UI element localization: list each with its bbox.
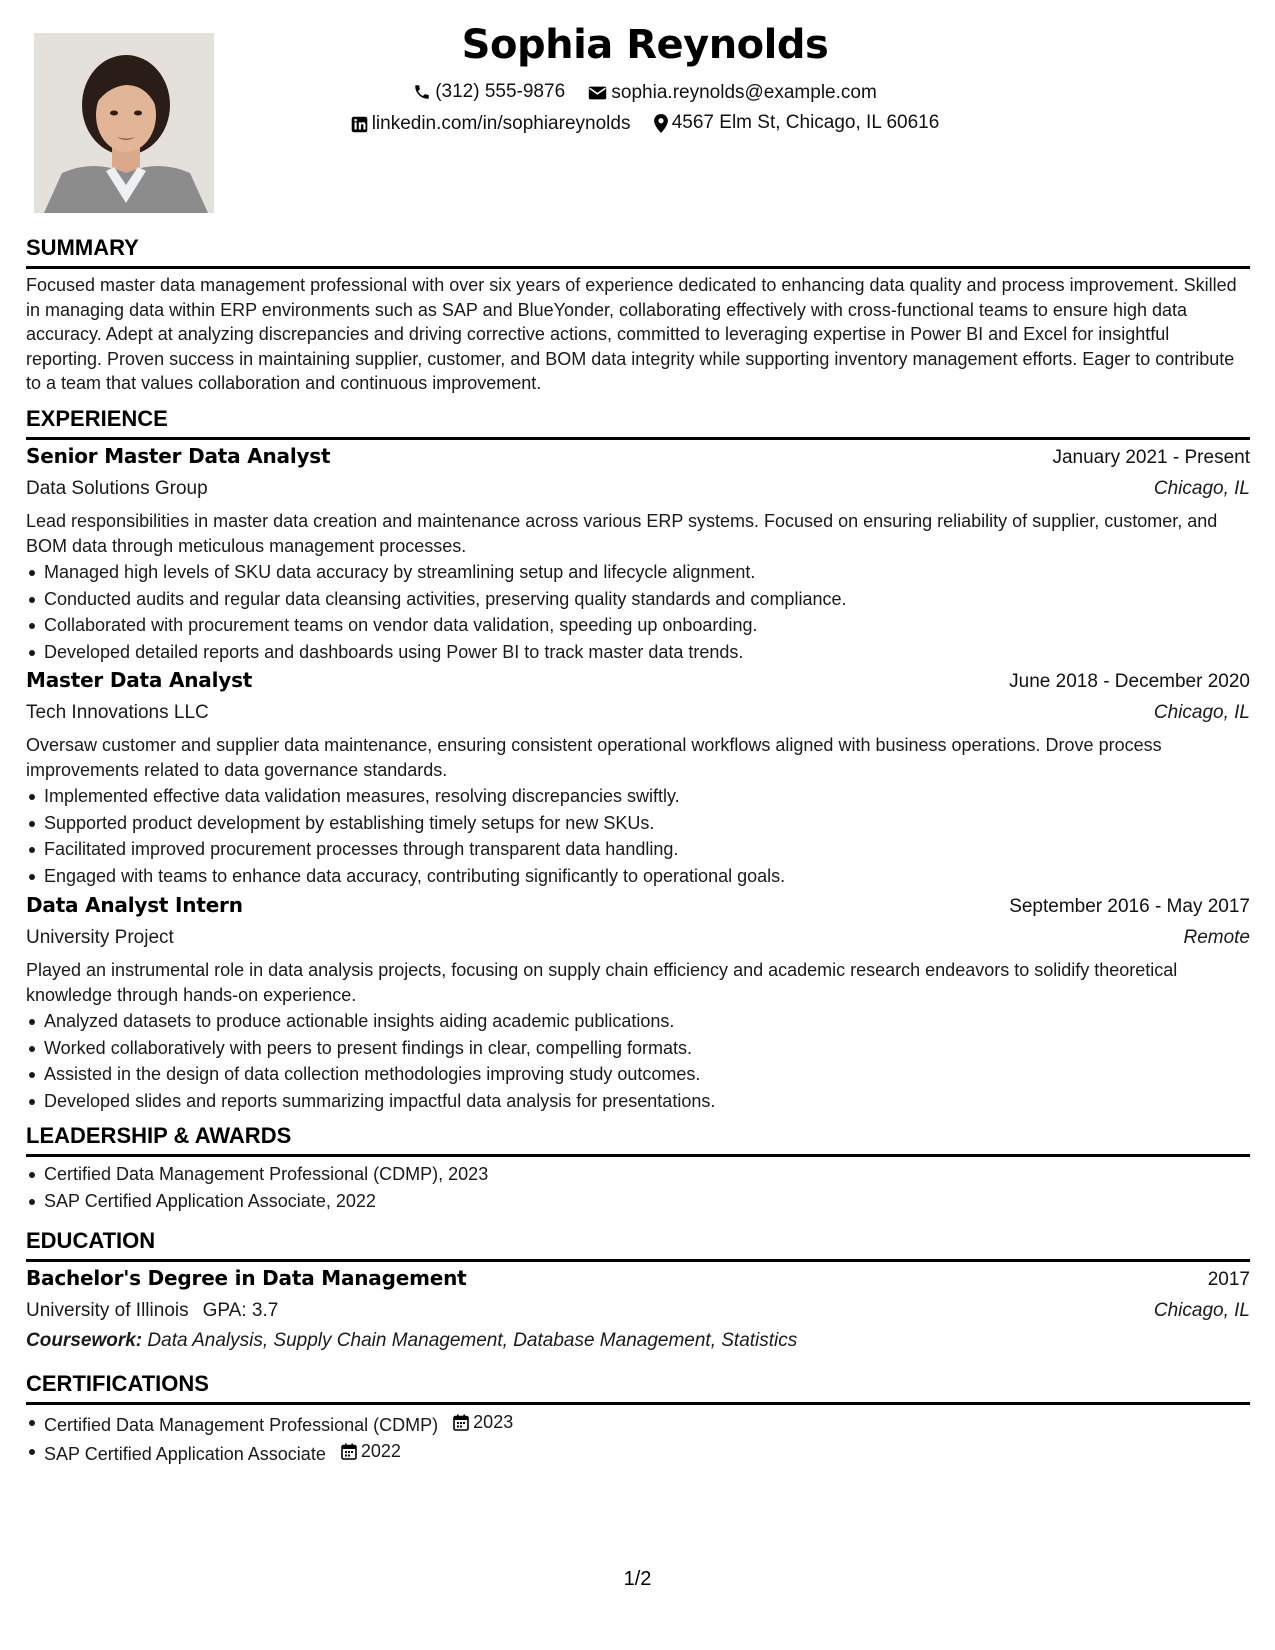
- job-title: Master Data Analyst: [26, 668, 253, 692]
- job-description: Played an instrumental role in data analysis projects, focusing on supply chain efficiency and academic research endeavors to solidify theoretical knowledge through hands-on experience.: [26, 960, 1178, 1005]
- job-title: Senior Master Data Analyst: [26, 444, 331, 468]
- job-entry: [26, 444, 1250, 665]
- candidate-name: Sophia Reynolds: [461, 22, 829, 68]
- job-entry: [26, 668, 1250, 889]
- list-item: [26, 1409, 1250, 1438]
- job-dates: June 2018 - December 2020: [1009, 671, 1250, 692]
- gpa: GPA: 3.7: [202, 1299, 279, 1321]
- linkedin-icon: [351, 116, 368, 133]
- job-location: Chicago, IL: [1153, 477, 1250, 499]
- coursework-list: Data Analysis, Supply Chain Management, Database Management, Statistics: [147, 1330, 798, 1351]
- cert-year: 2022: [360, 1441, 401, 1462]
- page-indicator: 1/2: [623, 1568, 652, 1590]
- contact-row-1: [0, 81, 1275, 107]
- list-item: Developed slides and reports summarizing impactful data analysis for presentations.: [26, 1088, 1250, 1115]
- job-location: Remote: [1183, 926, 1250, 948]
- job-entry: [26, 893, 1250, 1114]
- school-name: University of Illinois: [26, 1299, 189, 1321]
- list-item: Collaborated with procurement teams on vendor data validation, speeding up onboarding.: [26, 612, 1250, 639]
- job-company: Data Solutions Group: [26, 477, 208, 499]
- list-item: Analyzed datasets to produce actionable insights aiding academic publications.: [26, 1008, 1250, 1035]
- job-company: University Project: [26, 926, 174, 948]
- job-dates: January 2021 - Present: [1052, 447, 1250, 468]
- job-bullets: [26, 559, 1250, 665]
- calendar-icon: [341, 1443, 357, 1460]
- job-title: Data Analyst Intern: [26, 893, 243, 917]
- list-item: Certified Data Management Professional (CDMP), 2023: [26, 1161, 1250, 1188]
- phone-icon: [413, 83, 431, 101]
- list-item: Assisted in the design of data collection methodologies improving study outcomes.: [26, 1061, 1250, 1088]
- graduation-year: 2017: [1207, 1269, 1250, 1290]
- job-description: Oversaw customer and supplier data maintenance, ensuring consistent operational workflows aligned with business operations. Drove process improvements related to data governance standards.: [26, 735, 1162, 780]
- summary-text: Focused master data management professional with over six years of experience dedicated to enhancing data quality and process improvement. Skilled in managing data within ERP environments such as SAP and BlueYonder, collaborating effectively with cross-functional teams to ensure high data accuracy. Adept at analyzing discrepancies and driving corrective actions, committed to leveraging expertise in Power BI and Excel for insightful reporting. Proven success in maintaining supplier, customer, and BOM data integrity while supporting inventory management efforts. Eager to contribute to a team that values collaboration and continuous improvement.: [26, 275, 1237, 393]
- school-info: [26, 1299, 278, 1324]
- leadership-list: [26, 1160, 1250, 1214]
- calendar-icon: [453, 1414, 469, 1431]
- email-contact[interactable]: [588, 82, 876, 104]
- list-item: Engaged with teams to enhance data accuracy, contributing significantly to operational goals.: [26, 863, 1250, 890]
- experience-heading: EXPERIENCE: [26, 405, 1250, 440]
- coursework: [26, 1329, 1250, 1354]
- job-bullets: [26, 783, 1250, 889]
- list-item: Supported product development by establishing timely setups for new SKUs.: [26, 810, 1250, 837]
- phone-text: (312) 555-9876: [435, 81, 566, 102]
- job-bullets: [26, 1008, 1250, 1114]
- job-description: Lead responsibilities in master data creation and maintenance across various ERP systems. Focused on ensuring reliability of supplier, customer, and BOM data through meticulous management processes.: [26, 511, 1218, 556]
- list-item: Facilitated improved procurement processes through transparent data handling.: [26, 836, 1250, 863]
- summary-heading: SUMMARY: [26, 234, 1250, 269]
- address-text: 4567 Elm St, Chicago, IL 60616: [671, 112, 940, 133]
- certifications-list: [26, 1408, 1250, 1468]
- cert-name: Certified Data Management Professional (CDMP): [44, 1414, 439, 1435]
- map-pin-icon: [654, 114, 668, 133]
- phone-contact: [413, 81, 565, 103]
- envelope-icon: [588, 85, 607, 101]
- linkedin-text: linkedin.com/in/sophiareynolds: [371, 113, 631, 134]
- school-location: Chicago, IL: [1153, 1299, 1250, 1321]
- certifications-heading: CERTIFICATIONS: [26, 1370, 1250, 1405]
- education-entry: [26, 1266, 1250, 1354]
- leadership-heading: LEADERSHIP & AWARDS: [26, 1122, 1250, 1157]
- list-item: [26, 1438, 1250, 1467]
- education-heading: EDUCATION: [26, 1227, 1250, 1262]
- cert-year: 2023: [473, 1412, 514, 1432]
- contact-row-2: [0, 112, 1275, 139]
- list-item: Managed high levels of SKU data accuracy by streamlining setup and lifecycle alignment.: [26, 559, 1250, 586]
- linkedin-contact[interactable]: [351, 113, 631, 135]
- list-item: Worked collaboratively with peers to present findings in clear, compelling formats.: [26, 1035, 1250, 1062]
- email-text: sophia.reynolds@example.com: [611, 82, 877, 103]
- address-contact: [654, 112, 940, 134]
- job-location: Chicago, IL: [1153, 701, 1250, 723]
- job-dates: September 2016 - May 2017: [1009, 896, 1250, 917]
- coursework-label: Coursework:: [26, 1330, 143, 1351]
- list-item: Implemented effective data validation measures, resolving discrepancies swiftly.: [26, 783, 1250, 810]
- list-item: SAP Certified Application Associate, 2022: [26, 1188, 1250, 1215]
- list-item: Developed detailed reports and dashboards using Power BI to track master data trends.: [26, 639, 1250, 666]
- cert-name: SAP Certified Application Associate: [44, 1444, 326, 1464]
- job-company: Tech Innovations LLC: [26, 701, 209, 723]
- degree-title: Bachelor's Degree in Data Management: [26, 1266, 467, 1290]
- list-item: Conducted audits and regular data cleansing activities, preserving quality standards and compliance.: [26, 586, 1250, 613]
